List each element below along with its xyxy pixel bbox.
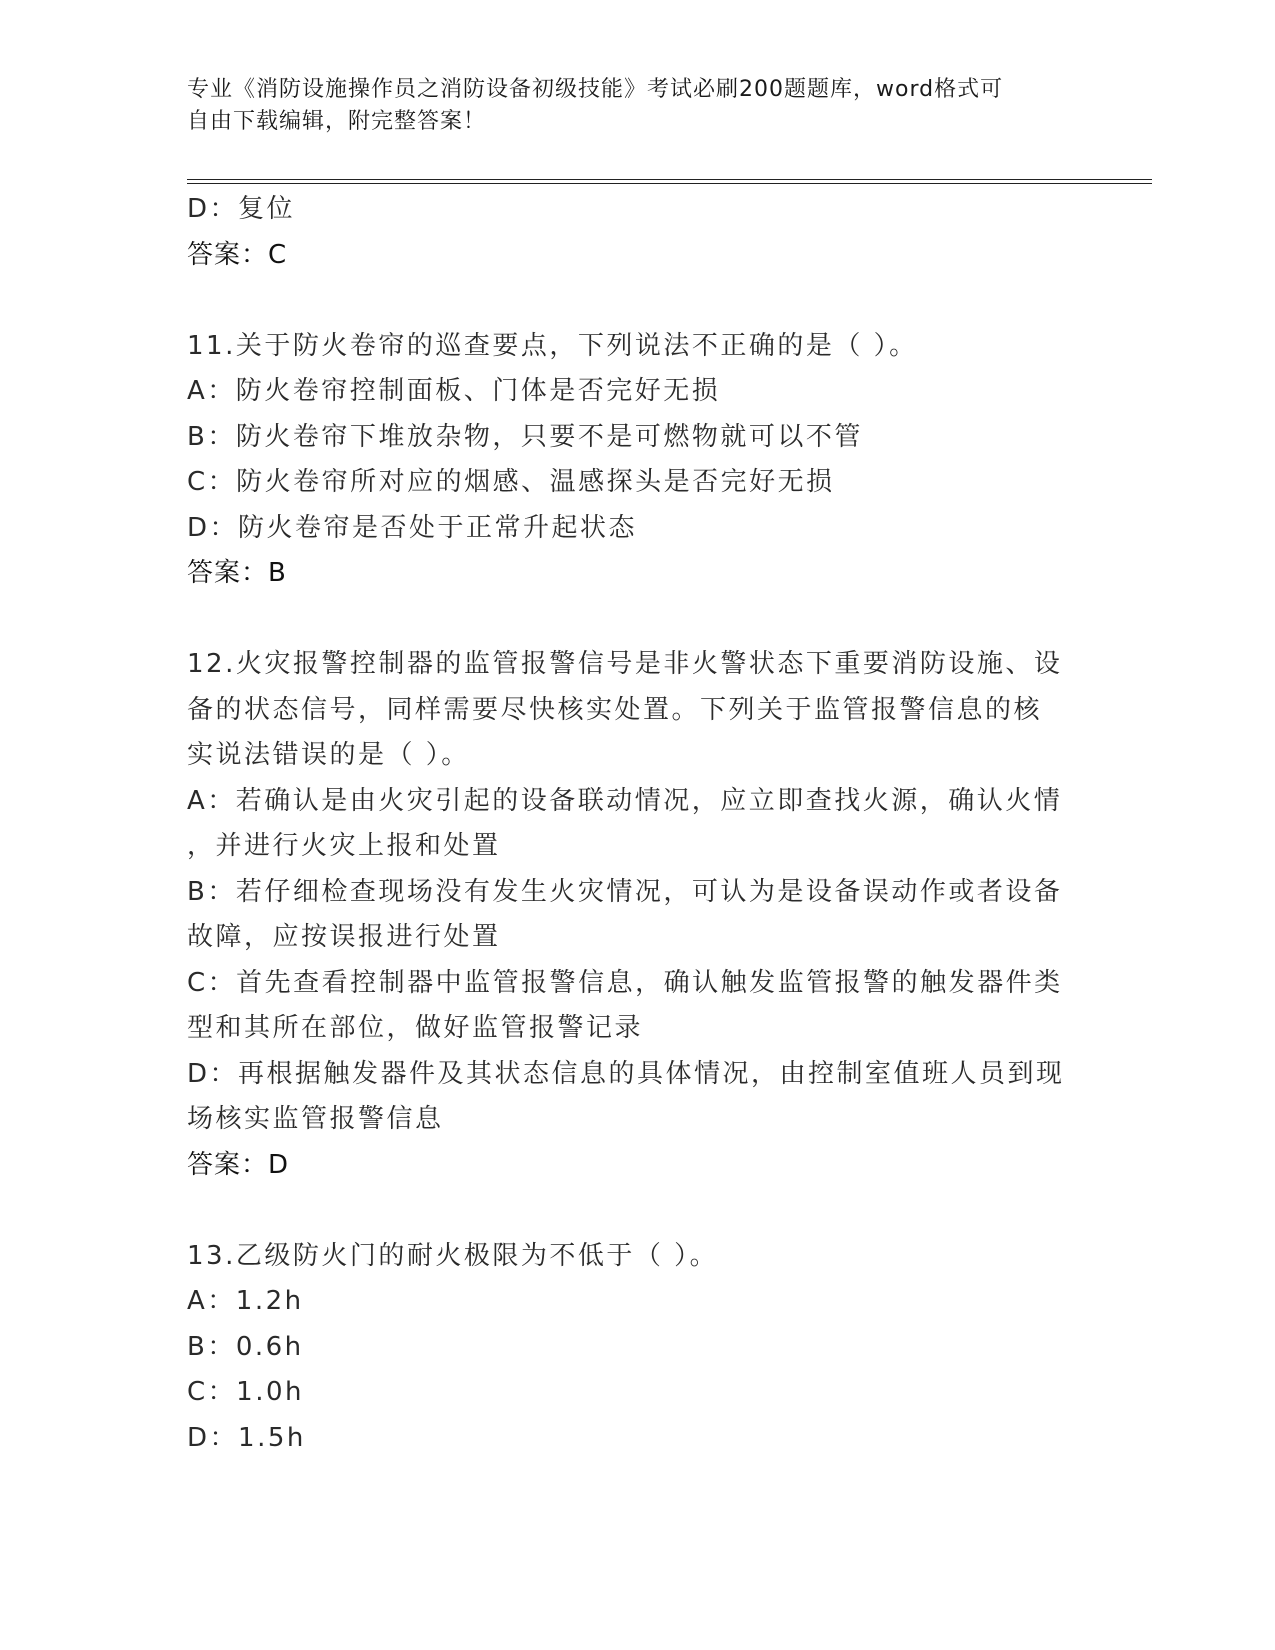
header-divider-bottom bbox=[187, 183, 1152, 184]
spacer bbox=[187, 597, 1087, 643]
option-c-line-2: 型和其所在部位，做好监管报警记录 bbox=[187, 1013, 644, 1043]
option-d-line-1: D：再根据触发器件及其状态信息的具体情况，由控制室值班人员到现 bbox=[187, 1058, 1065, 1089]
option-a-line-2: ，并进行火灾上报和处置 bbox=[187, 831, 501, 861]
question-stem: 11.关于防火卷帘的巡查要点，下列说法不正确的是（ ）。 bbox=[187, 330, 918, 361]
answer-label: 答案：B bbox=[187, 558, 287, 588]
header-title-line-2: 自由下载编辑，附完整答案！ bbox=[187, 109, 487, 134]
option-c: C：防火卷帘所对应的烟感、温感探头是否完好无损 bbox=[187, 467, 835, 497]
answer-label: 答案：C bbox=[187, 239, 288, 270]
header-divider-top bbox=[187, 179, 1152, 180]
document-header bbox=[187, 74, 1067, 138]
option-d: D：防火卷帘是否处于正常升起状态 bbox=[187, 512, 638, 543]
question-stem: 13.乙级防火门的耐火极限为不低于（ ）。 bbox=[187, 1240, 719, 1271]
option-a: A：防火卷帘控制面板、门体是否完好无损 bbox=[187, 376, 721, 406]
option-d-line-2: 场核实监管报警信息 bbox=[187, 1104, 444, 1134]
question-stem-line-3: 实说法错误的是（ ）。 bbox=[187, 740, 470, 770]
header-title-line-1: 专业《消防设施操作员之消防设备初级技能》考试必刷200题题库，word格式可 bbox=[187, 77, 1004, 102]
question-list bbox=[187, 187, 1087, 1461]
question-12 bbox=[187, 642, 1087, 1188]
question-stem-line-2: 备的状态信号，同样需要尽快核实处置。下列关于监管报警信息的核 bbox=[187, 694, 1043, 725]
option-b: B：0.6h bbox=[187, 1331, 304, 1362]
option-a-line-1: A：若确认是由火灾引起的设备联动情况，应立即查找火源，确认火情 bbox=[187, 785, 1063, 816]
spacer bbox=[187, 1188, 1087, 1234]
answer-label: 答案：D bbox=[187, 1149, 290, 1180]
question-13 bbox=[187, 1234, 1087, 1462]
option-c: C：1.0h bbox=[187, 1377, 304, 1407]
question-stem-line-1: 12.火灾报警控制器的监管报警信号是非火警状态下重要消防设施、设 bbox=[187, 649, 1063, 679]
option-d: D：1.5h bbox=[187, 1422, 306, 1453]
option-a: A：1.2h bbox=[187, 1286, 304, 1316]
option-d: D：复位 bbox=[187, 194, 296, 224]
question-11 bbox=[187, 324, 1087, 597]
spacer bbox=[187, 278, 1087, 324]
option-c-line-1: C：首先查看控制器中监管报警信息，确认触发监管报警的触发器件类 bbox=[187, 967, 1063, 998]
option-b: B：防火卷帘下堆放杂物，只要不是可燃物就可以不管 bbox=[187, 421, 863, 452]
option-b-line-2: 故障，应按误报进行处置 bbox=[187, 922, 501, 952]
option-b-line-1: B：若仔细检查现场没有发生火灾情况，可认为是设备误动作或者设备 bbox=[187, 876, 1063, 907]
